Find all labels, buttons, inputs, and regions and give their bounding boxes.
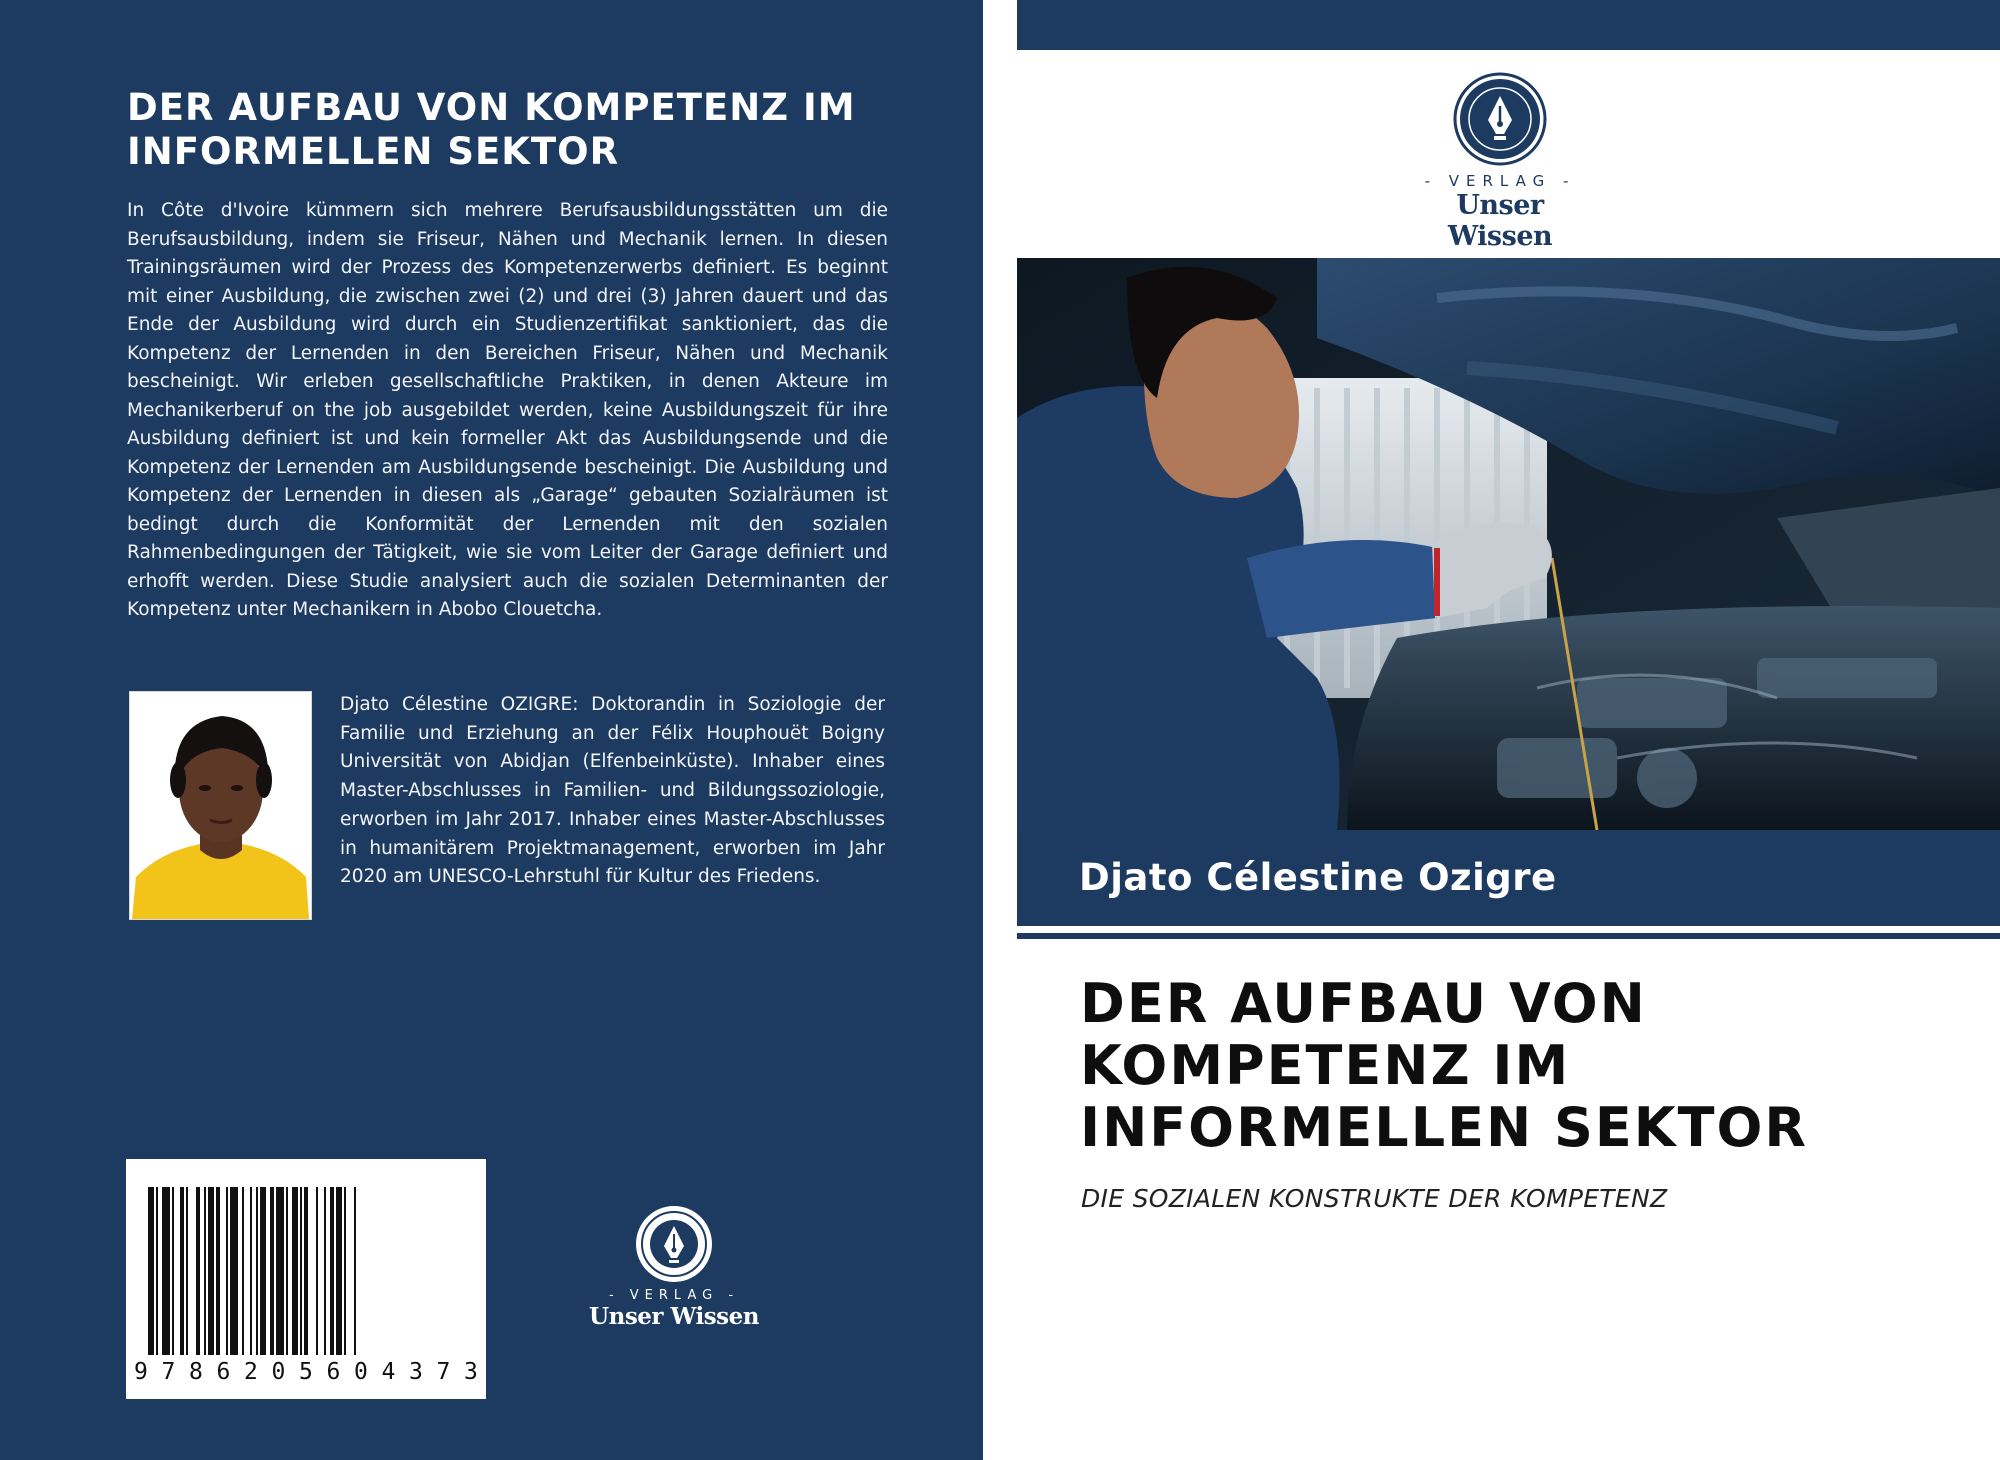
barcode-bar <box>276 1187 284 1355</box>
barcode-bar <box>204 1187 206 1355</box>
front-top-bar <box>1017 0 2000 50</box>
pen-nib-icon <box>1453 72 1547 166</box>
barcode-bar <box>196 1187 200 1355</box>
front-title-line-2: KOMPETENZ IM <box>1080 1034 1571 1097</box>
barcode-bar <box>300 1187 302 1355</box>
barcode-bar <box>208 1187 214 1355</box>
isbn-digit: 3 <box>464 1359 478 1385</box>
isbn-digit: 7 <box>161 1359 176 1385</box>
barcode-bar <box>316 1187 318 1355</box>
barcode-bar <box>216 1187 220 1355</box>
isbn-digit: 0 <box>354 1359 368 1385</box>
barcode-bar <box>162 1187 170 1355</box>
back-title-line-2: INFORMELLEN SEKTOR <box>127 130 620 173</box>
spine-gap <box>983 0 1017 1460</box>
barcode-bar <box>286 1187 288 1355</box>
barcode-bar <box>330 1187 334 1355</box>
isbn-number <box>134 1359 478 1385</box>
isbn-digit: 0 <box>271 1359 286 1385</box>
back-logo-verlag-label: - VERLAG - <box>608 1288 740 1303</box>
mechanic-engine-illustration <box>1017 258 2000 830</box>
author-portrait-illustration <box>130 692 311 919</box>
back-publisher-logo <box>574 1204 774 1344</box>
barcode-bar <box>226 1187 228 1355</box>
barcode-bar <box>180 1187 184 1355</box>
barcode-bar <box>336 1187 342 1355</box>
cover-photo-mechanic <box>1017 258 2000 830</box>
barcode-bar <box>250 1187 252 1355</box>
barcode-bar <box>186 1187 188 1355</box>
back-cover <box>0 0 983 1460</box>
barcode-bar <box>148 1187 154 1355</box>
barcode-bar <box>260 1187 266 1355</box>
front-cover-subtitle: DIE SOZIALEN KONSTRUKTE DER KOMPETENZ <box>1081 1184 1668 1213</box>
front-publisher-logo <box>1400 72 1600 252</box>
front-author-name: Djato Célestine Ozigre <box>1079 856 1557 899</box>
author-biography: Djato Célestine OZIGRE: Doktorandin in Soziologie der Familie und Erziehung an der Félix Houphouët Boigny Universität von Abidjan (Elfenbeinküste). Inhaber eines Master-Abschlusses in Familien- und Bildungssoziologie, erworben im Jahr 2017. Inhaber eines Master-Abschlusses in humanitärem Projektmanagement, erworben im Jahr 2020 am UNESCO-Lehrstuhl für Kultur des Friedens. <box>340 694 885 888</box>
barcode-bar <box>344 1187 346 1355</box>
front-title-line-3: INFORMELLEN SEKTOR <box>1080 1096 1808 1159</box>
isbn-barcode <box>126 1159 486 1399</box>
barcode-bar <box>242 1187 244 1355</box>
isbn-digit: 2 <box>244 1359 258 1385</box>
author-portrait-photo <box>129 691 312 920</box>
front-title-line-1: DER AUFBAU VON <box>1080 972 1647 1035</box>
isbn-digit: 9 <box>134 1359 148 1385</box>
barcode-bar <box>270 1187 274 1355</box>
front-cover-title <box>1080 973 1960 1159</box>
barcode-bar <box>256 1187 258 1355</box>
isbn-digit: 3 <box>409 1359 423 1385</box>
barcode-bar <box>304 1187 308 1355</box>
isbn-digit: 6 <box>326 1359 341 1385</box>
barcode-bar <box>354 1187 356 1355</box>
back-cover-title <box>127 86 907 174</box>
front-logo-publisher-name: Unser Wissen <box>1447 190 1553 252</box>
barcode-bar <box>156 1187 158 1355</box>
isbn-digit: 7 <box>436 1359 451 1385</box>
front-logo-verlag-label: - VERLAG - <box>1424 172 1576 190</box>
back-logo-publisher-name: Unser Wissen <box>589 1303 759 1330</box>
barcode-bar <box>292 1187 298 1355</box>
back-title-line-1: DER AUFBAU VON KOMPETENZ IM <box>127 86 856 129</box>
barcode-bar <box>172 1187 174 1355</box>
isbn-digit: 8 <box>189 1359 203 1385</box>
barcode-bar <box>230 1187 238 1355</box>
isbn-digit: 4 <box>381 1359 396 1385</box>
front-divider-rule <box>1017 933 2000 939</box>
isbn-digit: 6 <box>216 1359 231 1385</box>
pen-nib-icon <box>634 1204 714 1284</box>
front-author-band <box>1017 830 2000 926</box>
isbn-digit: 5 <box>299 1359 313 1385</box>
book-blurb: In Côte d'Ivoire kümmern sich mehrere Berufsausbildungsstätten um die Berufsausbildung, indem sie Friseur, Nähen und Mechanik lernen. In diesen Trainingsräumen wird der Prozess des Kompetenzerwerbs definiert. Es beginnt mit einer Ausbildung, die zwischen zwei (2) und drei (3) Jahren dauert und das Ende der Ausbildung wird durch ein Studienzertifikat sanktioniert, das die Kompetenz der Lernenden in den Bereichen Friseur, Nähen und Mechanik bescheinigt. Wir erleben gesellschaftliche Praktiken, in denen Akteure im Mechanikerberuf on the job ausgebildet werden, keine Ausbildungszeit für ihre Ausbildung definiert ist und kein formeller Akt das Ausbildungsende und die Kompetenz der Lernenden am Ausbildungsende bescheinigt. Die Ausbildung und Kompetenz der Lernenden in diesen als „Garage“ gebauten Sozialräumen ist bedingt durch die Konformität der Lernenden mit den sozialen Rahmenbedingungen der Tätigkeit, wie sie vom Leiter der Garage definiert und erhofft werden. Diese Studie analysiert auch die sozialen Determinanten der Kompetenz unter Mechanikern in Abobo Clouetcha. <box>127 200 888 620</box>
barcode-bar <box>324 1187 326 1355</box>
